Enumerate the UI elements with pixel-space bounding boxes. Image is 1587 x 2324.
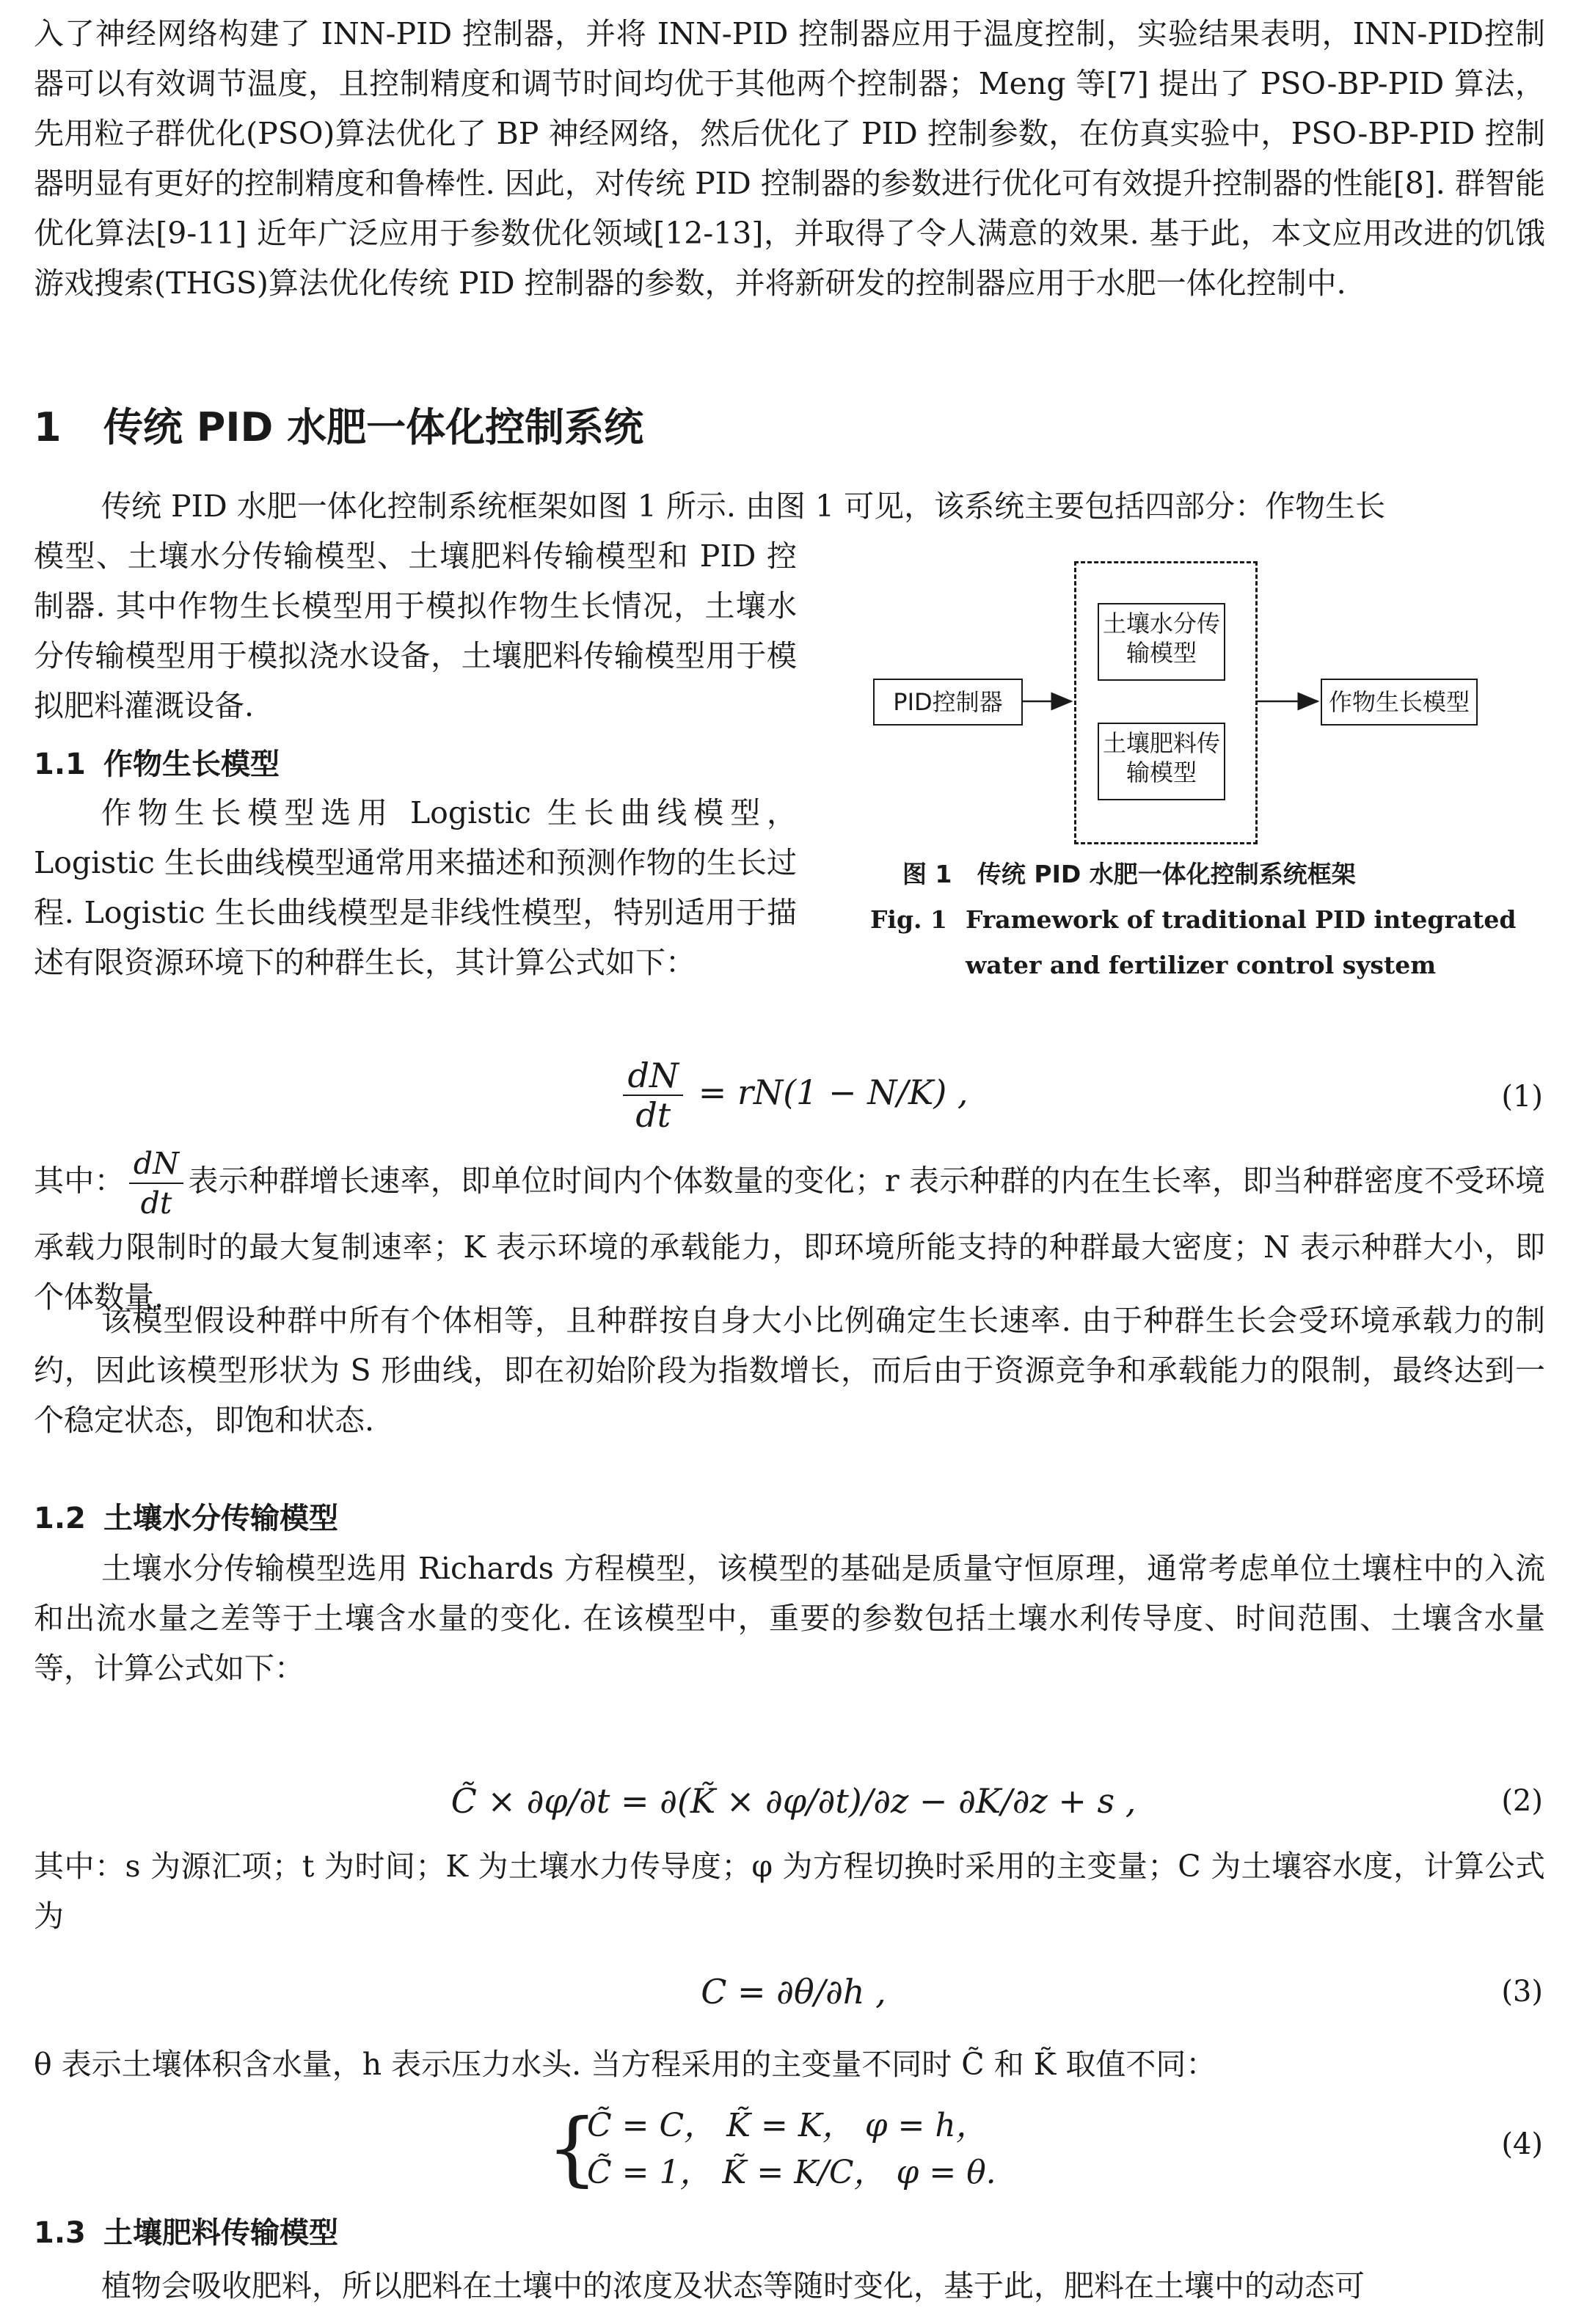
section-1-intro-line: 传统 PID 水肥一体化控制系统框架如图 1 所示. 由图 1 可见，该系统主要包括四部分：作物生长	[101, 489, 1386, 524]
subsection-1-2-paragraph-2: 其中：s 为源汇项；t 为时间；K 为土壤水力传导度；φ 为方程切换时采用的主变量；C 为土壤容水度，计算公式为	[34, 1849, 1545, 1934]
subsection-1-1-title: 作物生长模型	[103, 748, 280, 781]
figure-1-title-cn: 传统 PID 水肥一体化控制系统框架	[977, 860, 1356, 888]
subsection-1-3-paragraph-1: 植物会吸收肥料，所以肥料在土壤中的浓度及状态等随时变化，基于此，肥料在土壤中的动态可	[101, 2268, 1365, 2303]
p2-fraction: $\frac{dN}{dt}$	[129, 1144, 183, 1222]
subsection-1-3-number: 1.3	[34, 2216, 86, 2250]
eq4-number: (4)	[1501, 2127, 1543, 2161]
section-1-title: 传统 PID 水肥一体化控制系统	[103, 404, 644, 450]
p2-text: 表示种群增长速率，即单位时间内个体数量的变化；r 表示种群的内在生长率，即当种群密度不受环境承载力限制时的最大复制速率；K 表示环境的承载能力，即环境所能支持的种群最大密度；N 表示种群大小，即个体数量.	[34, 1163, 1545, 1315]
soil-fertilizer-model-box: 土壤肥料传输模型	[1098, 723, 1225, 800]
subsection-1-1-number: 1.1	[34, 748, 86, 781]
crop-growth-model-box: 作物生长模型	[1321, 679, 1478, 726]
p2-prefix: 其中：	[34, 1163, 125, 1199]
subsection-1-2-heading	[34, 1497, 338, 1541]
pid-controller-box: PID控制器	[873, 679, 1023, 726]
eq4-brace: {	[547, 2101, 598, 2195]
subsection-1-2-number: 1.2	[34, 1502, 86, 1535]
subsection-1-1-heading	[34, 742, 280, 786]
figure-1-caption-en-line2: water and fertilizer control system	[966, 951, 1437, 979]
figure-1-label-cn: 图 1	[902, 860, 952, 888]
eq1-number: (1)	[1501, 1080, 1543, 1114]
subsection-1-2-title: 土壤水分传输模型	[103, 1502, 338, 1535]
eq4-line-2: C̃ = 1， K̃ = K/C， φ = θ.	[587, 2154, 996, 2191]
figure-1-label-en: Fig. 1	[870, 905, 947, 934]
figure-1-caption-en	[870, 896, 1516, 943]
eq2-number: (2)	[1501, 1784, 1543, 1818]
eq2-body: C̃ × ∂φ/∂t = ∂(K̃ × ∂φ/∂t)/∂z − ∂K/∂z + s ,	[450, 1781, 1137, 1821]
subsection-1-2-paragraph-3: θ 表示土壤体积含水量，h 表示压力水头. 当方程采用的主变量不同时 C̃ 和 K̃ 取值不同：	[34, 2047, 1216, 2082]
section-1-number: 1	[34, 404, 62, 450]
eq1-rhs: = rN(1 − N/K) ,	[698, 1073, 968, 1112]
eq3-number: (3)	[1501, 1975, 1543, 2009]
equation-1	[0, 1056, 1587, 1134]
subsection-1-1-paragraph-3: 该模型假设种群中所有个体相等，且种群按自身大小比例确定生长速率. 由于种群生长会受环境承载力的制约，因此该模型形状为 S 形曲线，即在初始阶段为指数增长，而后由于资源竞争和承载能力的限制，最终达到一个稳定状态，即饱和状态.	[34, 1303, 1545, 1438]
eq4-line-1: C̃ = C， K̃ = K， φ = h，	[587, 2107, 988, 2144]
equation-3	[0, 1966, 1587, 2017]
section-1-intro-rest: 模型、土壤水分传输模型、土壤肥料传输模型和 PID 控制器. 其中作物生长模型用于模拟作物生长情况，土壤水分传输模型用于模拟浇水设备，土壤肥料传输模型用于模拟肥料灌溉设备.	[34, 538, 797, 723]
eq1-lhs-fraction: $\frac{dN}{dt}$	[623, 1056, 683, 1134]
subsection-1-1-paragraph-1: 作物生长模型选用 Logistic 生长曲线模型，Logistic 生长曲线模型通常用来描述和预测作物的生长过程. Logistic 生长曲线模型是非线性模型，特别适用于描述有限资源环境下的种群生长，其计算公式如下：	[34, 795, 797, 980]
subsection-1-3-heading	[34, 2211, 338, 2255]
subsection-1-2-paragraph-1: 土壤水分传输模型选用 Richards 方程模型，该模型的基础是质量守恒原理，通常考虑单位土壤柱中的入流和出流水量之差等于土壤含水量的变化. 在该模型中，重要的参数包括土壤水利传导度、时间范围、土壤含水量等，计算公式如下：	[34, 1551, 1545, 1686]
eq3-body: C = ∂θ/∂h ,	[701, 1972, 886, 2011]
equation-2	[0, 1775, 1587, 1827]
figure-1-caption-cn	[902, 851, 1356, 898]
figure-1-title-en-line1: Framework of traditional PID integrated	[966, 905, 1517, 934]
soil-water-model-box: 土壤水分传输模型	[1098, 603, 1225, 681]
subsection-1-3-title: 土壤肥料传输模型	[103, 2216, 338, 2250]
intro-paragraph: 入了神经网络构建了 INN-PID 控制器，并将 INN-PID 控制器应用于温度控制，实验结果表明，INN-PID控制器可以有效调节温度，且控制精度和调节时间均优于其他两个控制器；Meng 等[7] 提出了 PSO-BP-PID 算法，先用粒子群优化(PSO)算法优化了 BP 神经网络，然后优化了 PID 控制参数，在仿真实验中，PSO-BP-PID 控制器明显有更好的控制精度和鲁棒性. 因此，对传统 PID 控制器的参数进行优化可有效提升控制器的性能[8]. 群智能优化算法[9-11] 近年广泛应用于参数优化领域[12-13]，并取得了令人满意的效果. 基于此，本文应用改进的饥饿游戏搜索(THGS)算法优化传统 PID 控制器的参数，并将新研发的控制器应用于水肥一体化控制中.	[34, 16, 1545, 301]
equation-4	[0, 2098, 1587, 2201]
